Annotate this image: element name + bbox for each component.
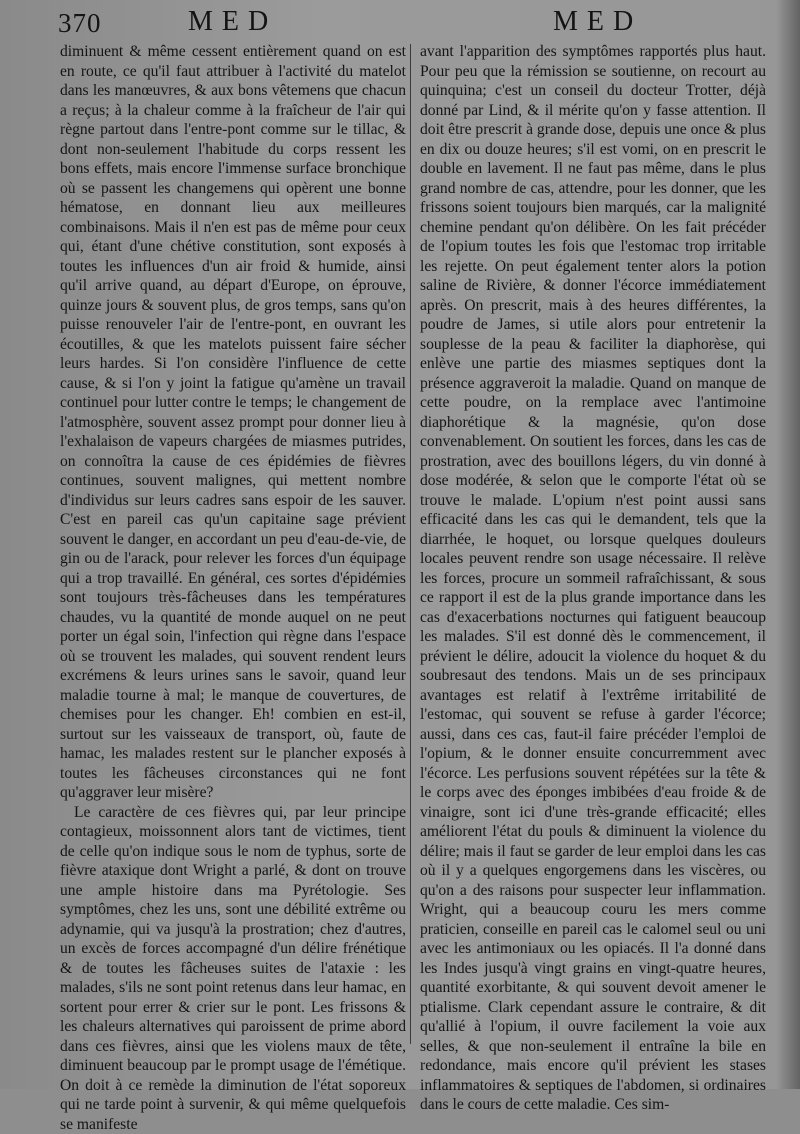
column-divider xyxy=(410,44,411,1044)
page-header xyxy=(0,6,800,42)
left-paragraph-1: diminuent & même cessent entièrement quand on est en route, ce qu'il faut attribuer à l'activité du matelot dans les manœuvres, & aux bons vêtemens que chacun a reçus; à la chaleur comme à la fraîcheur de l'air qui règne partout dans l'entre-pont comme sur le tillac, & dont non-seulement l'habitude du corps ressent les bons effets, mais encore l'immense surface bronchique où se passent les changemens qui opèrent une bonne hématose, en donnant lieu aux meilleures combinaisons. Mais il n'en est pas de même pour ceux qui, étant d'une chétive constitution, sont exposés à toutes les influences d'un air froid & humide, ainsi qu'il arrive quand, au départ d'Europe, on éprouve, quinze jours & souvent plus, de gros temps, sans qu'on puisse renouveler l'air de l'entre-pont, en ouvrant les écoutilles, & que les matelots puissent faire sécher leurs hardes. Si l'on considère l'influence de cette cause, & si l'on y joint la fatigue qu'amène un travail continuel pour lutter contre le temps; le changement de l'atmosphère, souvent assez prompt pour donner lieu à l'exhalaison de vapeurs chargées de miasmes putrides, on connoîtra la cause de ces épidémies de fièvres continues, souvent malignes, qui mettent nombre d'individus sur leurs cadres sans espoir de les sauver. C'est en pareil cas qu'un capitaine sage prévient souvent le danger, en accordant un peu d'eau-de-vie, de gin ou de l'arack, pour relever les forces d'un équipage qui a trop travaillé. En général, ces sortes d'épidémies sont toujours très-fâcheuses dans les températures chaudes, vu la quantité de monde auquel on ne peut porter un égal soin, l'infection qui règne dans l'espace où se trouvent les malades, qui souvent rendent leurs excrémens & leurs urines sans le savoir, quand leur maladie tourne à mal; le manque de couvertures, de chemises pour les changer. Eh! combien en est-il, surtout sur les vaisseaux de transport, où, faute de hamac, les malades restent sur le plancher exposés à toutes les fâcheuses circonstances qui ne font qu'aggraver leur misère? xyxy=(60,42,406,803)
running-head-left: MED xyxy=(188,6,277,38)
right-column xyxy=(420,42,766,1115)
right-paragraph-1: avant l'apparition des symptômes rapportés plus haut. Pour peu que la rémission se soutienne, on recourt au quinquina; c'est un conseil du docteur Trotter, déjà donné par Lind, & il mérite qu'on y fasse attention. Il doit être prescrit à grande dose, depuis une once & plus en dix ou douze heures; s'il est vomi, on en prescrit le double en lavement. Il ne faut pas même, dans le plus grand nombre de cas, attendre, pour les donner, que les frissons soient toujours bien marqués, car la malignité chemine pendant qu'on délibère. On les fait précéder de l'opium toutes les fois que l'estomac trop irritable les rejette. On peut également tenter alors la potion saline de Rivière, & donner l'écorce immédiatement après. On prescrit, mais à des heures différentes, la poudre de James, si utile alors pour entretenir la souplesse de la peau & faciliter la diaphorèse, qui enlève une partie des miasmes septiques dont la présence aggraveroit la maladie. Quand on manque de cette poudre, on la remplace avec l'antimoine diaphorétique & la magnésie, qu'on dose convenablement. On soutient les forces, dans les cas de prostration, avec des bouillons légers, du vin donné à dose modérée, & selon que le comporte l'état où se trouve le malade. L'opium n'est point aussi sans efficacité dans les cas qui le demandent, tels que la diarrhée, le hoquet, ou lorsque quelques douleurs locales peuvent rendre son usage nécessaire. Il relève les forces, procure un sommeil rafraîchissant, & sous ce rapport il est de la plus grande importance dans les cas d'exacerbations nocturnes qui fatiguent beaucoup les malades. S'il est donné dès le commencement, il prévient le délire, adoucit la violence du hoquet & du soubresaut des tendons. Mais un de ses principaux avantages est relatif à l'extrême irritabilité de l'estomac, qui souvent se refuse à garder l'écorce; aussi, dans ces cas, faut-il faire précéder l'emploi de l'opium, & le donner ensuite concurremment avec l'écorce. Les perfusions souvent répétées sur la tête & le corps avec des éponges imbibées d'eau froide & de vinaigre, sont ici d'une très-grande efficacité; elles améliorent l'état du pouls & diminuent la violence du délire; mais il faut se garder de leur emploi dans les cas où il y a quelques engorgemens dans les viscères, ou qu'on a des raisons pour suspecter leur inflammation. Wright, qui a beaucoup couru les mers comme praticien, conseille en pareil cas le calomel seul ou uni avec les antimoniaux ou les opiacés. Il l'a donné dans les Indes jusqu'à vingt grains en vingt-quatre heures, quantité exorbitante, & qui souvent devoit amener le ptialisme. Clark cependant assure le contraire, & dit qu'allié à l'opium, il ouvre facilement la voie aux selles, & que non-seulement il entraîne la bile en redondance, mais encore qu'il prévient les stases inflammatoires & septiques de l'abdomen, si ordinaires dans le cours de cette maladie. Ces sim- xyxy=(420,42,766,1115)
left-column xyxy=(60,42,406,1134)
running-head-right: MED xyxy=(553,6,642,38)
left-paragraph-2: Le caractère de ces fièvres qui, par leur principe contagieux, moissonnent alors tant de victimes, tient de celle qu'on indique sous le nom de typhus, sorte de fièvre ataxique dont Wright a parlé, & dont on trouve une ample histoire dans ma Pyrétologie. Ses symptômes, chez les uns, sont une débilité extrême ou adynamie, qui va jusqu'à la prostration; chez d'autres, un excès de forces accompagné d'un délire frénétique & de toutes les fâcheuses suites de l'ataxie : les malades, s'ils ne sont point retenus dans leur hamac, en sortent pour errer & crier sur le pont. Les frissons & les chaleurs alternatives qui paroissent de prime abord dans ces fièvres, ainsi que les violens maux de tête, diminuent beaucoup par le prompt usage de l'émétique. On doit à ce remède la diminution de l'état soporeux qui ne tarde point à survenir, & qui même quelquefois se manifeste xyxy=(60,803,406,1134)
page-edge-shadow xyxy=(776,0,800,1089)
page-number: 370 xyxy=(58,8,102,39)
